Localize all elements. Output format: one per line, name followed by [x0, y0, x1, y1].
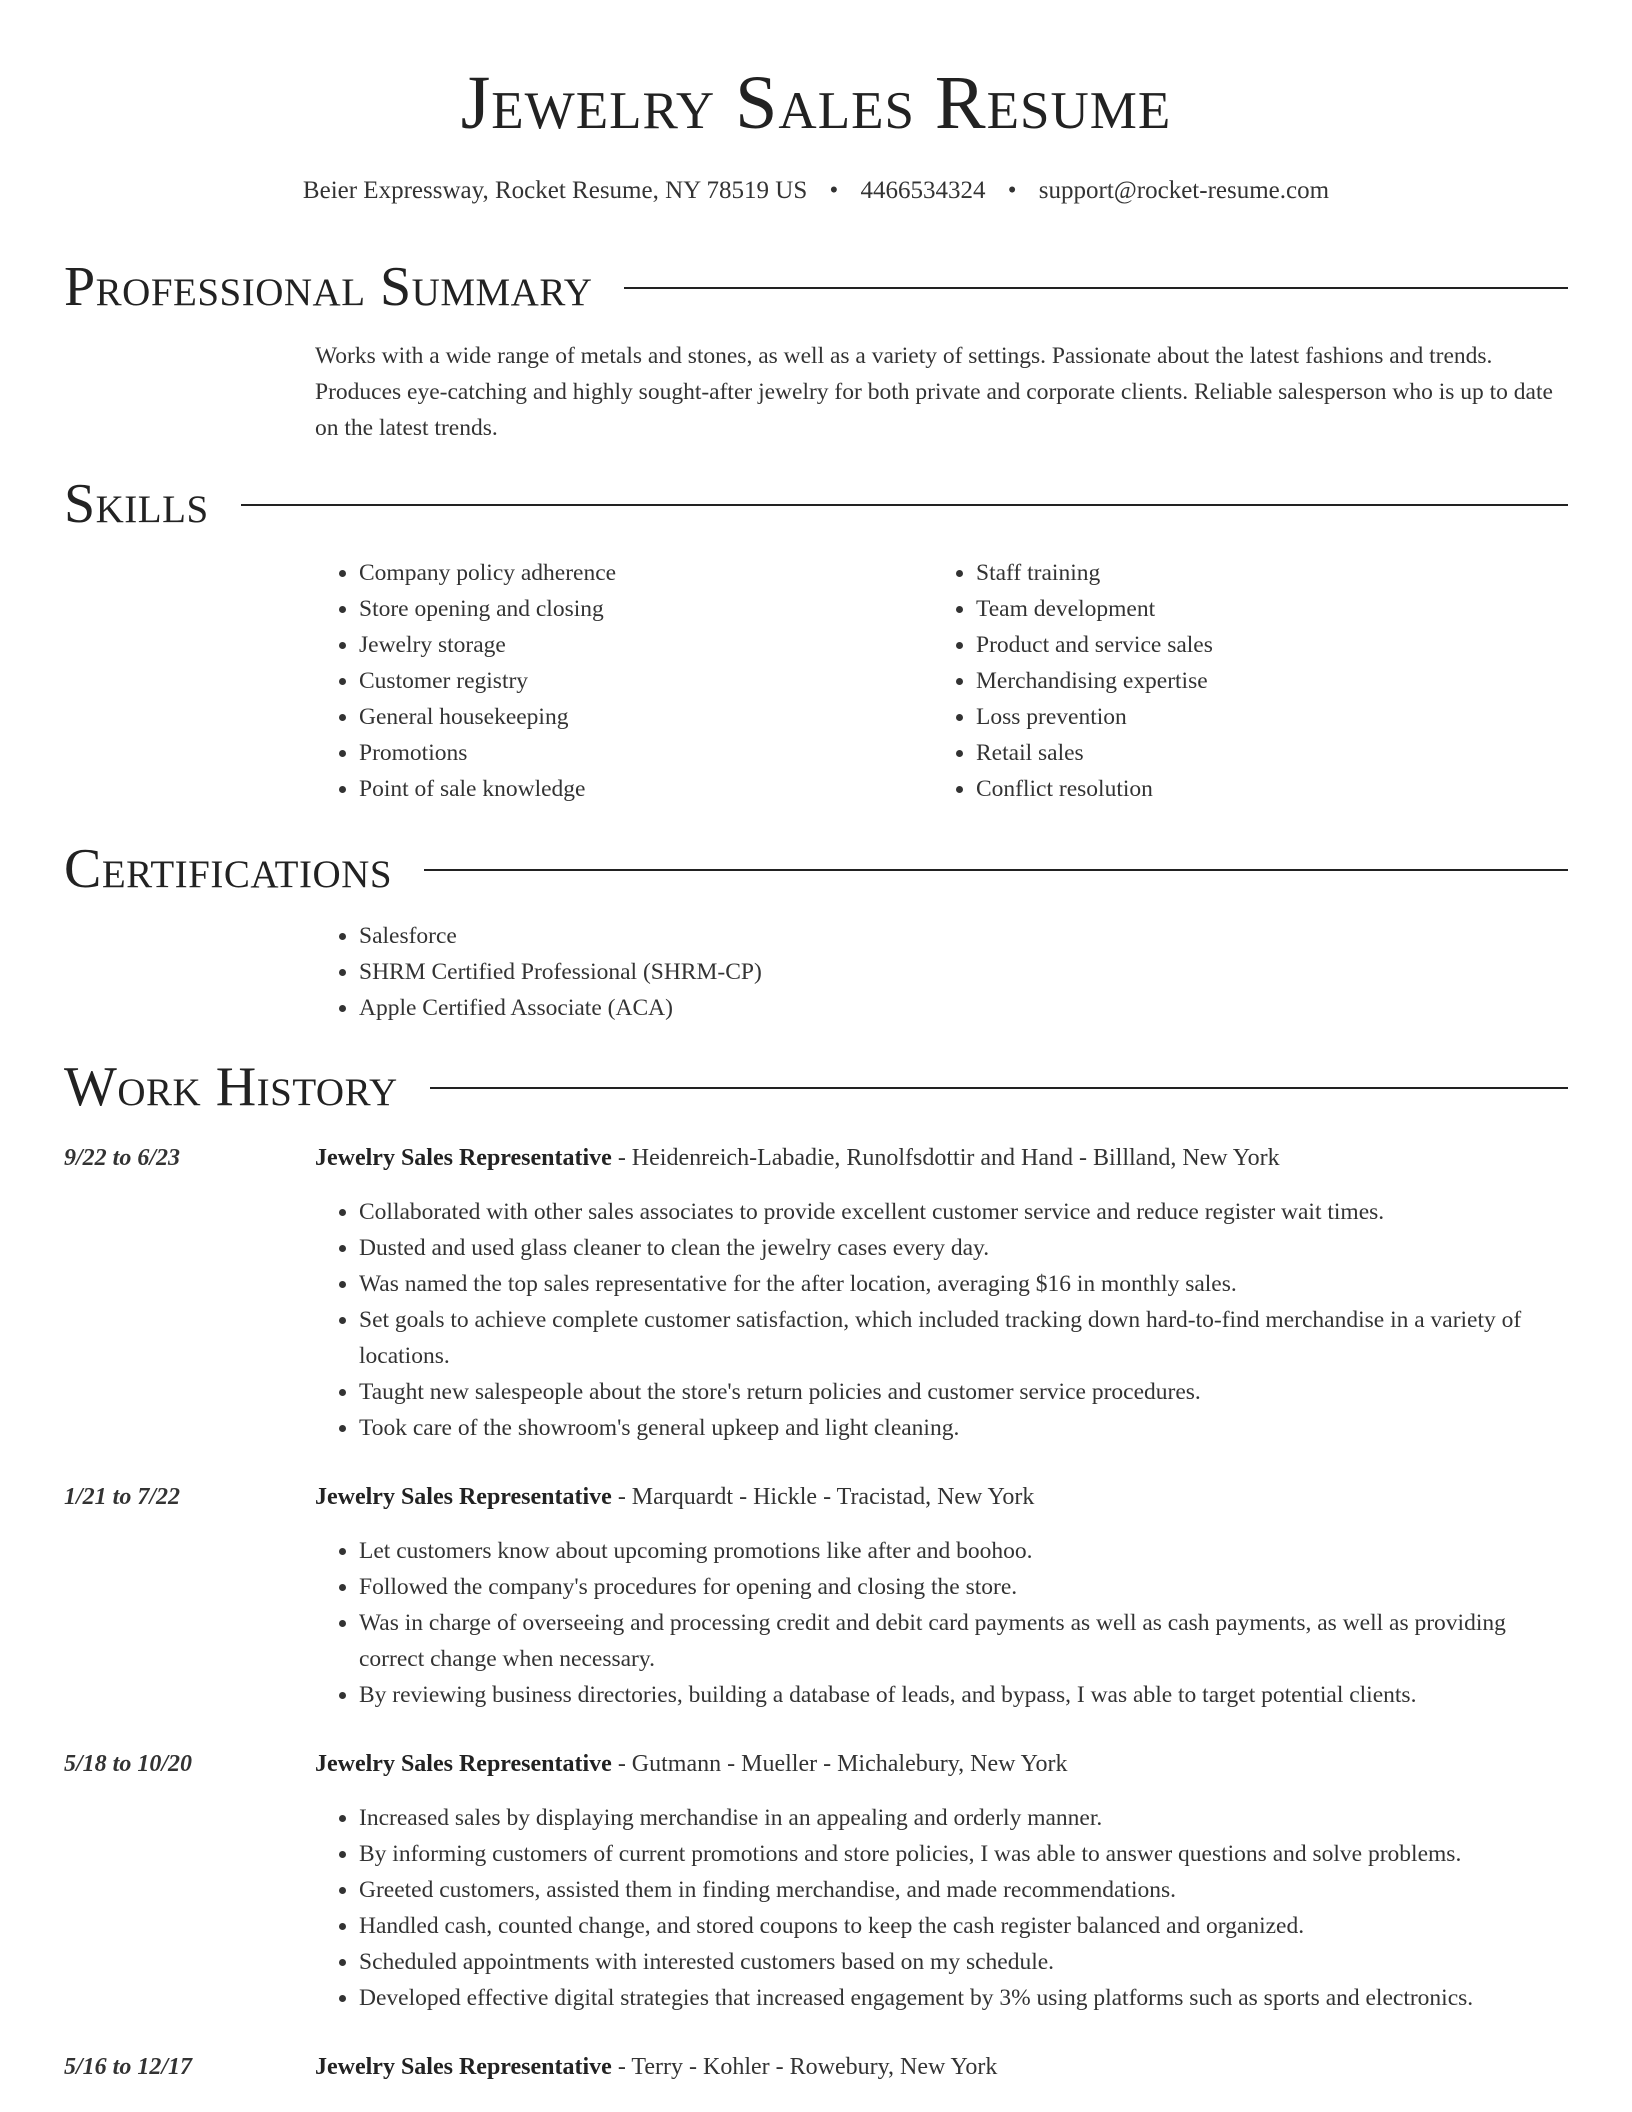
- work-bullet: • Set goals to achieve complete customer satisfaction, which included tracking down hard-to-find merchandise in a variety of locations.: [359, 1302, 1568, 1374]
- job-company: - Terry - Kohler - Rowebury, New York: [611, 2054, 998, 2080]
- work-title: [315, 1746, 1068, 1782]
- work-bullet-list: [315, 1800, 1568, 2016]
- skill-item: • Team development: [976, 591, 1532, 627]
- job-company: - Heidenreich-Labadie, Runolfsdottir and Hand - Billland, New York: [611, 1145, 1280, 1171]
- job-company: - Marquardt - Hickle - Tracistad, New York: [611, 1484, 1035, 1510]
- section-divider: [624, 287, 1568, 289]
- section-header-skills: [64, 469, 1568, 539]
- resume-name: Jewelry Sales Resume: [460, 61, 1172, 145]
- certification-item: • SHRM Certified Professional (SHRM-CP): [359, 954, 1571, 990]
- section-title: Skills: [64, 473, 209, 535]
- skills-list-right: [932, 555, 1532, 807]
- work-bullet: • Greeted customers, assisted them in finding merchandise, and made recommendations.: [359, 1872, 1568, 1908]
- work-bullet-list: [315, 1194, 1568, 1446]
- skills-list-left: [315, 555, 915, 807]
- section-title: Professional Summary: [64, 256, 593, 318]
- work-dates: 1/21 to 7/22: [64, 1484, 181, 1510]
- work-bullet: • By informing customers of current promotions and store policies, I was able to answer questions and solve problems.: [359, 1836, 1568, 1872]
- section-divider: [241, 504, 1568, 506]
- skill-item: • Retail sales: [976, 735, 1532, 771]
- skill-item: • Customer registry: [359, 663, 915, 699]
- work-bullet: • Was in charge of overseeing and processing credit and debit card payments as well as cash payments, as well as providing correct change when necessary.: [359, 1605, 1568, 1677]
- contact-email: support@rocket-resume.com: [1038, 177, 1330, 204]
- skill-item: • Point of sale knowledge: [359, 771, 915, 807]
- work-dates: 5/18 to 10/20: [64, 1751, 193, 1777]
- work-bullet: • Dusted and used glass cleaner to clean the jewelry cases every day.: [359, 1230, 1568, 1266]
- skill-item: • Company policy adherence: [359, 555, 915, 591]
- work-bullet: • Developed effective digital strategies that increased engagement by 3% using platforms such as sports and electronics.: [359, 1980, 1568, 2016]
- work-title: [315, 1140, 1280, 1176]
- skills-column-right: [932, 555, 1532, 807]
- work-bullets: [315, 1194, 1568, 1446]
- work-bullet-list: [315, 1533, 1568, 1713]
- work-bullet: • Increased sales by displaying merchandise in an appealing and orderly manner.: [359, 1800, 1568, 1836]
- certification-item: • Apple Certified Associate (ACA): [359, 990, 1571, 1026]
- certifications-list: [315, 918, 1571, 1026]
- work-bullet: • By reviewing business directories, building a database of leads, and bypass, I was able to target potential clients.: [359, 1677, 1568, 1713]
- work-bullet: • Handled cash, counted change, and stored coupons to keep the cash register balanced and organized.: [359, 1908, 1568, 1944]
- contact-address: Beier Expressway, Rocket Resume, NY 78519 US: [302, 177, 808, 204]
- work-dates: 9/22 to 6/23: [64, 1145, 181, 1171]
- section-header-work-history: [64, 1052, 1568, 1122]
- skill-item: • Conflict resolution: [976, 771, 1532, 807]
- job-role: Jewelry Sales Representative: [315, 1484, 612, 1510]
- work-bullet: • Scheduled appointments with interested customers based on my schedule.: [359, 1944, 1568, 1980]
- work-bullets: [315, 1533, 1568, 1713]
- section-divider: [430, 1087, 1568, 1089]
- section-header-certifications: [64, 834, 1568, 904]
- work-title: [315, 2049, 997, 2085]
- skill-item: • General housekeeping: [359, 699, 915, 735]
- job-role: Jewelry Sales Representative: [315, 1751, 612, 1777]
- certifications-block: [315, 918, 1571, 1026]
- work-bullet: • Let customers know about upcoming promotions like after and boohoo.: [359, 1533, 1568, 1569]
- job-company: - Gutmann - Mueller - Michalebury, New York: [611, 1751, 1068, 1777]
- contact-line: [0, 174, 1632, 208]
- section-title: Work History: [64, 1056, 398, 1118]
- skill-item: • Jewelry storage: [359, 627, 915, 663]
- skill-item: • Loss prevention: [976, 699, 1532, 735]
- work-bullets: [315, 1800, 1568, 2016]
- work-title: [315, 1479, 1034, 1515]
- work-bullet: • Followed the company's procedures for opening and closing the store.: [359, 1569, 1568, 1605]
- certification-item: • Salesforce: [359, 918, 1571, 954]
- work-dates: 5/16 to 12/17: [64, 2054, 193, 2080]
- contact-phone: 4466534324: [860, 177, 986, 204]
- job-role: Jewelry Sales Representative: [315, 2054, 612, 2080]
- job-role: Jewelry Sales Representative: [315, 1145, 612, 1171]
- work-bullet: • Took care of the showroom's general upkeep and light cleaning.: [359, 1410, 1568, 1446]
- skill-item: • Store opening and closing: [359, 591, 915, 627]
- section-header-summary: [64, 252, 1568, 322]
- contact-separator: •: [829, 177, 839, 204]
- work-bullet: • Collaborated with other sales associates to provide excellent customer service and reduce register wait times.: [359, 1194, 1568, 1230]
- skill-item: • Product and service sales: [976, 627, 1532, 663]
- skill-item: • Merchandising expertise: [976, 663, 1532, 699]
- work-bullet: • Was named the top sales representative for the after location, averaging $16 in monthly sales.: [359, 1266, 1568, 1302]
- section-title: Certifications: [64, 838, 393, 900]
- contact-separator: •: [1007, 177, 1017, 204]
- work-bullet: • Taught new salespeople about the store's return policies and customer service procedures.: [359, 1374, 1568, 1410]
- summary-text: Works with a wide range of metals and stones, as well as a variety of settings. Passionate about the latest fashions and trends. Produces eye-catching and highly sought-after jewelry for both private and corporate clients. Reliable salesperson who is up to date on the latest trends.: [315, 343, 1553, 441]
- section-divider: [424, 869, 1568, 871]
- skills-column-left: [315, 555, 915, 807]
- skill-item: • Promotions: [359, 735, 915, 771]
- skill-item: • Staff training: [976, 555, 1532, 591]
